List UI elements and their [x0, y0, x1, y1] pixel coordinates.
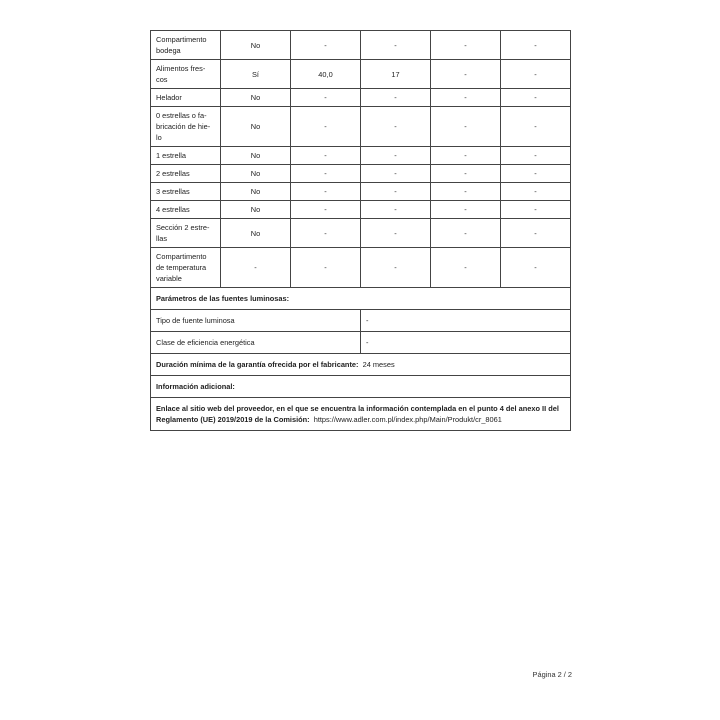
compartment-value: -: [291, 248, 361, 288]
compartment-name: Sección 2 estre-llas: [151, 219, 221, 248]
compartment-name: 0 estrellas o fa-bricación de hie-lo: [151, 107, 221, 147]
table-row: [151, 107, 571, 147]
table-row: [151, 183, 571, 201]
light-section-header: Parámetros de las fuentes luminosas:: [151, 288, 571, 310]
compartment-value: -: [431, 60, 501, 89]
compartment-value: -: [291, 219, 361, 248]
compartment-value: -: [431, 147, 501, 165]
compartment-value: -: [291, 183, 361, 201]
supplier-link-label: Enlace al sitio web del proveedor, en el que se encuentra la información contemplada en el punto 4 del anexo II del Reglamento (UE) 2019/2019 de la Comisión:: [156, 404, 559, 424]
warranty-row: [151, 354, 571, 376]
compartment-value: -: [431, 165, 501, 183]
compartment-value: -: [431, 107, 501, 147]
compartment-value: -: [431, 201, 501, 219]
additional-info-row: [151, 376, 571, 398]
compartment-value: -: [291, 147, 361, 165]
compartment-value: -: [431, 89, 501, 107]
table-row: [151, 60, 571, 89]
compartment-value: -: [501, 60, 571, 89]
compartment-value: -: [501, 147, 571, 165]
compartment-name: Alimentos fres-cos: [151, 60, 221, 89]
compartment-value: -: [361, 248, 431, 288]
compartment-value: -: [361, 183, 431, 201]
table-row: [151, 165, 571, 183]
additional-info-label: Información adicional:: [151, 376, 571, 398]
table-row: [151, 219, 571, 248]
warranty-cell: [151, 354, 571, 376]
compartment-value: -: [501, 89, 571, 107]
compartment-value: -: [501, 201, 571, 219]
compartment-value: -: [291, 201, 361, 219]
product-information-sheet: [150, 30, 570, 431]
table-row: [151, 201, 571, 219]
compartment-present: No: [221, 183, 291, 201]
compartment-value: -: [431, 219, 501, 248]
compartment-value: -: [361, 147, 431, 165]
table-row: [151, 147, 571, 165]
light-class-label: Clase de eficiencia energética: [151, 332, 361, 354]
compartment-present: No: [221, 147, 291, 165]
compartment-value: -: [361, 165, 431, 183]
compartment-value: -: [361, 107, 431, 147]
compartment-value: -: [291, 107, 361, 147]
light-type-label: Tipo de fuente luminosa: [151, 310, 361, 332]
warranty-label: Duración mínima de la garantía ofrecida por el fabricante:: [156, 360, 359, 369]
compartment-value: -: [501, 183, 571, 201]
supplier-link-row: [151, 398, 571, 431]
compartment-name: Helador: [151, 89, 221, 107]
table-row: [151, 248, 571, 288]
compartment-value: -: [291, 31, 361, 60]
compartment-present: No: [221, 31, 291, 60]
compartment-table: [150, 30, 571, 431]
compartment-value: -: [291, 89, 361, 107]
compartment-value: -: [431, 31, 501, 60]
table-row: [151, 31, 571, 60]
supplier-link-cell: [151, 398, 571, 431]
compartment-present: No: [221, 165, 291, 183]
compartment-present: No: [221, 107, 291, 147]
compartment-value: -: [361, 201, 431, 219]
compartment-name: 2 estrellas: [151, 165, 221, 183]
compartment-present: Sí: [221, 60, 291, 89]
compartment-value: -: [501, 219, 571, 248]
compartment-name: Compartimento bodega: [151, 31, 221, 60]
table-row: [151, 89, 571, 107]
compartment-value: -: [361, 219, 431, 248]
compartment-present: -: [221, 248, 291, 288]
compartment-value: 17: [361, 60, 431, 89]
compartment-value: -: [361, 31, 431, 60]
light-type-value: -: [361, 310, 571, 332]
light-type-row: [151, 310, 571, 332]
compartment-present: No: [221, 219, 291, 248]
compartment-value: -: [501, 248, 571, 288]
compartment-present: No: [221, 89, 291, 107]
warranty-value: 24 meses: [362, 360, 395, 369]
compartment-value: -: [501, 107, 571, 147]
compartment-value: 40,0: [291, 60, 361, 89]
supplier-link-url[interactable]: https://www.adler.com.pl/index.php/Main/Produkt/cr_8061: [313, 415, 502, 424]
compartment-name: 3 estrellas: [151, 183, 221, 201]
compartment-value: -: [361, 89, 431, 107]
light-class-row: [151, 332, 571, 354]
compartment-value: -: [291, 165, 361, 183]
compartment-name: 1 estrella: [151, 147, 221, 165]
compartment-value: -: [501, 31, 571, 60]
page-number: Página 2 / 2: [532, 670, 572, 679]
compartment-value: -: [431, 248, 501, 288]
compartment-value: -: [501, 165, 571, 183]
compartment-value: -: [431, 183, 501, 201]
compartment-present: No: [221, 201, 291, 219]
light-class-value: -: [361, 332, 571, 354]
compartment-name: 4 estrellas: [151, 201, 221, 219]
compartment-name: Compartimento de temperatura variable: [151, 248, 221, 288]
light-section-header-row: [151, 288, 571, 310]
